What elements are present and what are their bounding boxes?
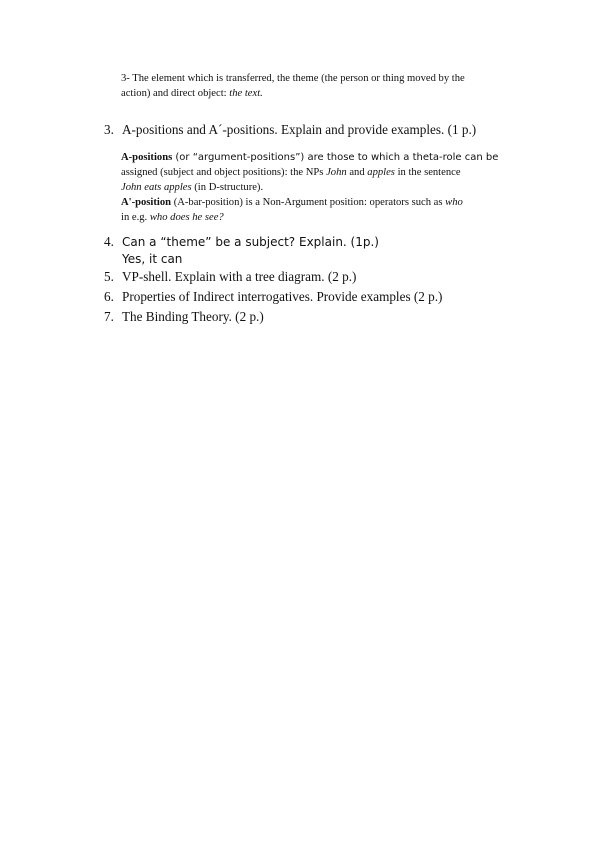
question-4-number: 4.: [104, 234, 114, 249]
a-positions-term: A-positions: [121, 152, 173, 163]
question-7: [104, 308, 264, 325]
question-3: [104, 121, 476, 138]
answer-3-line-2: [121, 165, 521, 180]
question-5-number: 5.: [104, 269, 114, 284]
question-7-number: 7.: [104, 309, 114, 324]
answer-4: [122, 250, 182, 268]
answer-3-line-2-prefix: assigned (subject and object positions): the NPs: [121, 167, 327, 178]
example-who-does-he-see: who does he see?: [149, 212, 224, 223]
question-6-number: 6.: [104, 289, 114, 304]
answer-3: [121, 150, 521, 225]
intro-line-1: 3- The element which is transferred, the theme (the person or thing moved by the: [121, 73, 465, 84]
intro-line-2-italic: the text.: [229, 88, 263, 99]
question-6-text: Properties of Indirect interrogatives. Provide examples (2 p.): [122, 289, 443, 304]
answer-3-line-5: [121, 210, 521, 225]
answer-3-and: and: [346, 167, 368, 178]
intro-line-2-prefix: action) and direct object:: [121, 88, 230, 99]
question-4: [104, 233, 379, 251]
example-who: who: [445, 197, 463, 208]
a-bar-position-term: A'-position: [121, 197, 172, 208]
question-5-text: VP-shell. Explain with a tree diagram. (2 p.): [122, 269, 357, 284]
answer-3-line-5-prefix: in e.g.: [121, 212, 150, 223]
a-positions-definition: (or “argument-positions”) are those to which a theta-role can be: [172, 152, 499, 163]
intro-paragraph: [121, 71, 521, 101]
question-7-text: The Binding Theory. (2 p.): [122, 309, 264, 324]
answer-3-line-4: [121, 195, 521, 210]
answer-3-line-1: [121, 150, 521, 165]
answer-3-line-2-suffix: in the sentence: [394, 167, 461, 178]
question-3-text: A-positions and A´-positions. Explain and provide examples. (1 p.): [122, 122, 477, 137]
answer-4-text: Yes, it can: [122, 252, 183, 266]
question-6: [104, 288, 442, 305]
example-john: John: [326, 167, 347, 178]
question-3-number: 3.: [104, 122, 114, 137]
a-bar-position-definition: (A-bar-position) is a Non-Argument position: operators such as: [171, 197, 446, 208]
question-4-text: Can a “theme” be a subject? Explain. (1p.): [122, 235, 379, 249]
answer-3-line-3-rest: (in D-structure).: [191, 182, 264, 193]
example-sentence: John eats apples: [121, 182, 192, 193]
example-apples: apples: [367, 167, 395, 178]
answer-3-line-3: [121, 180, 521, 195]
question-5: [104, 268, 356, 285]
